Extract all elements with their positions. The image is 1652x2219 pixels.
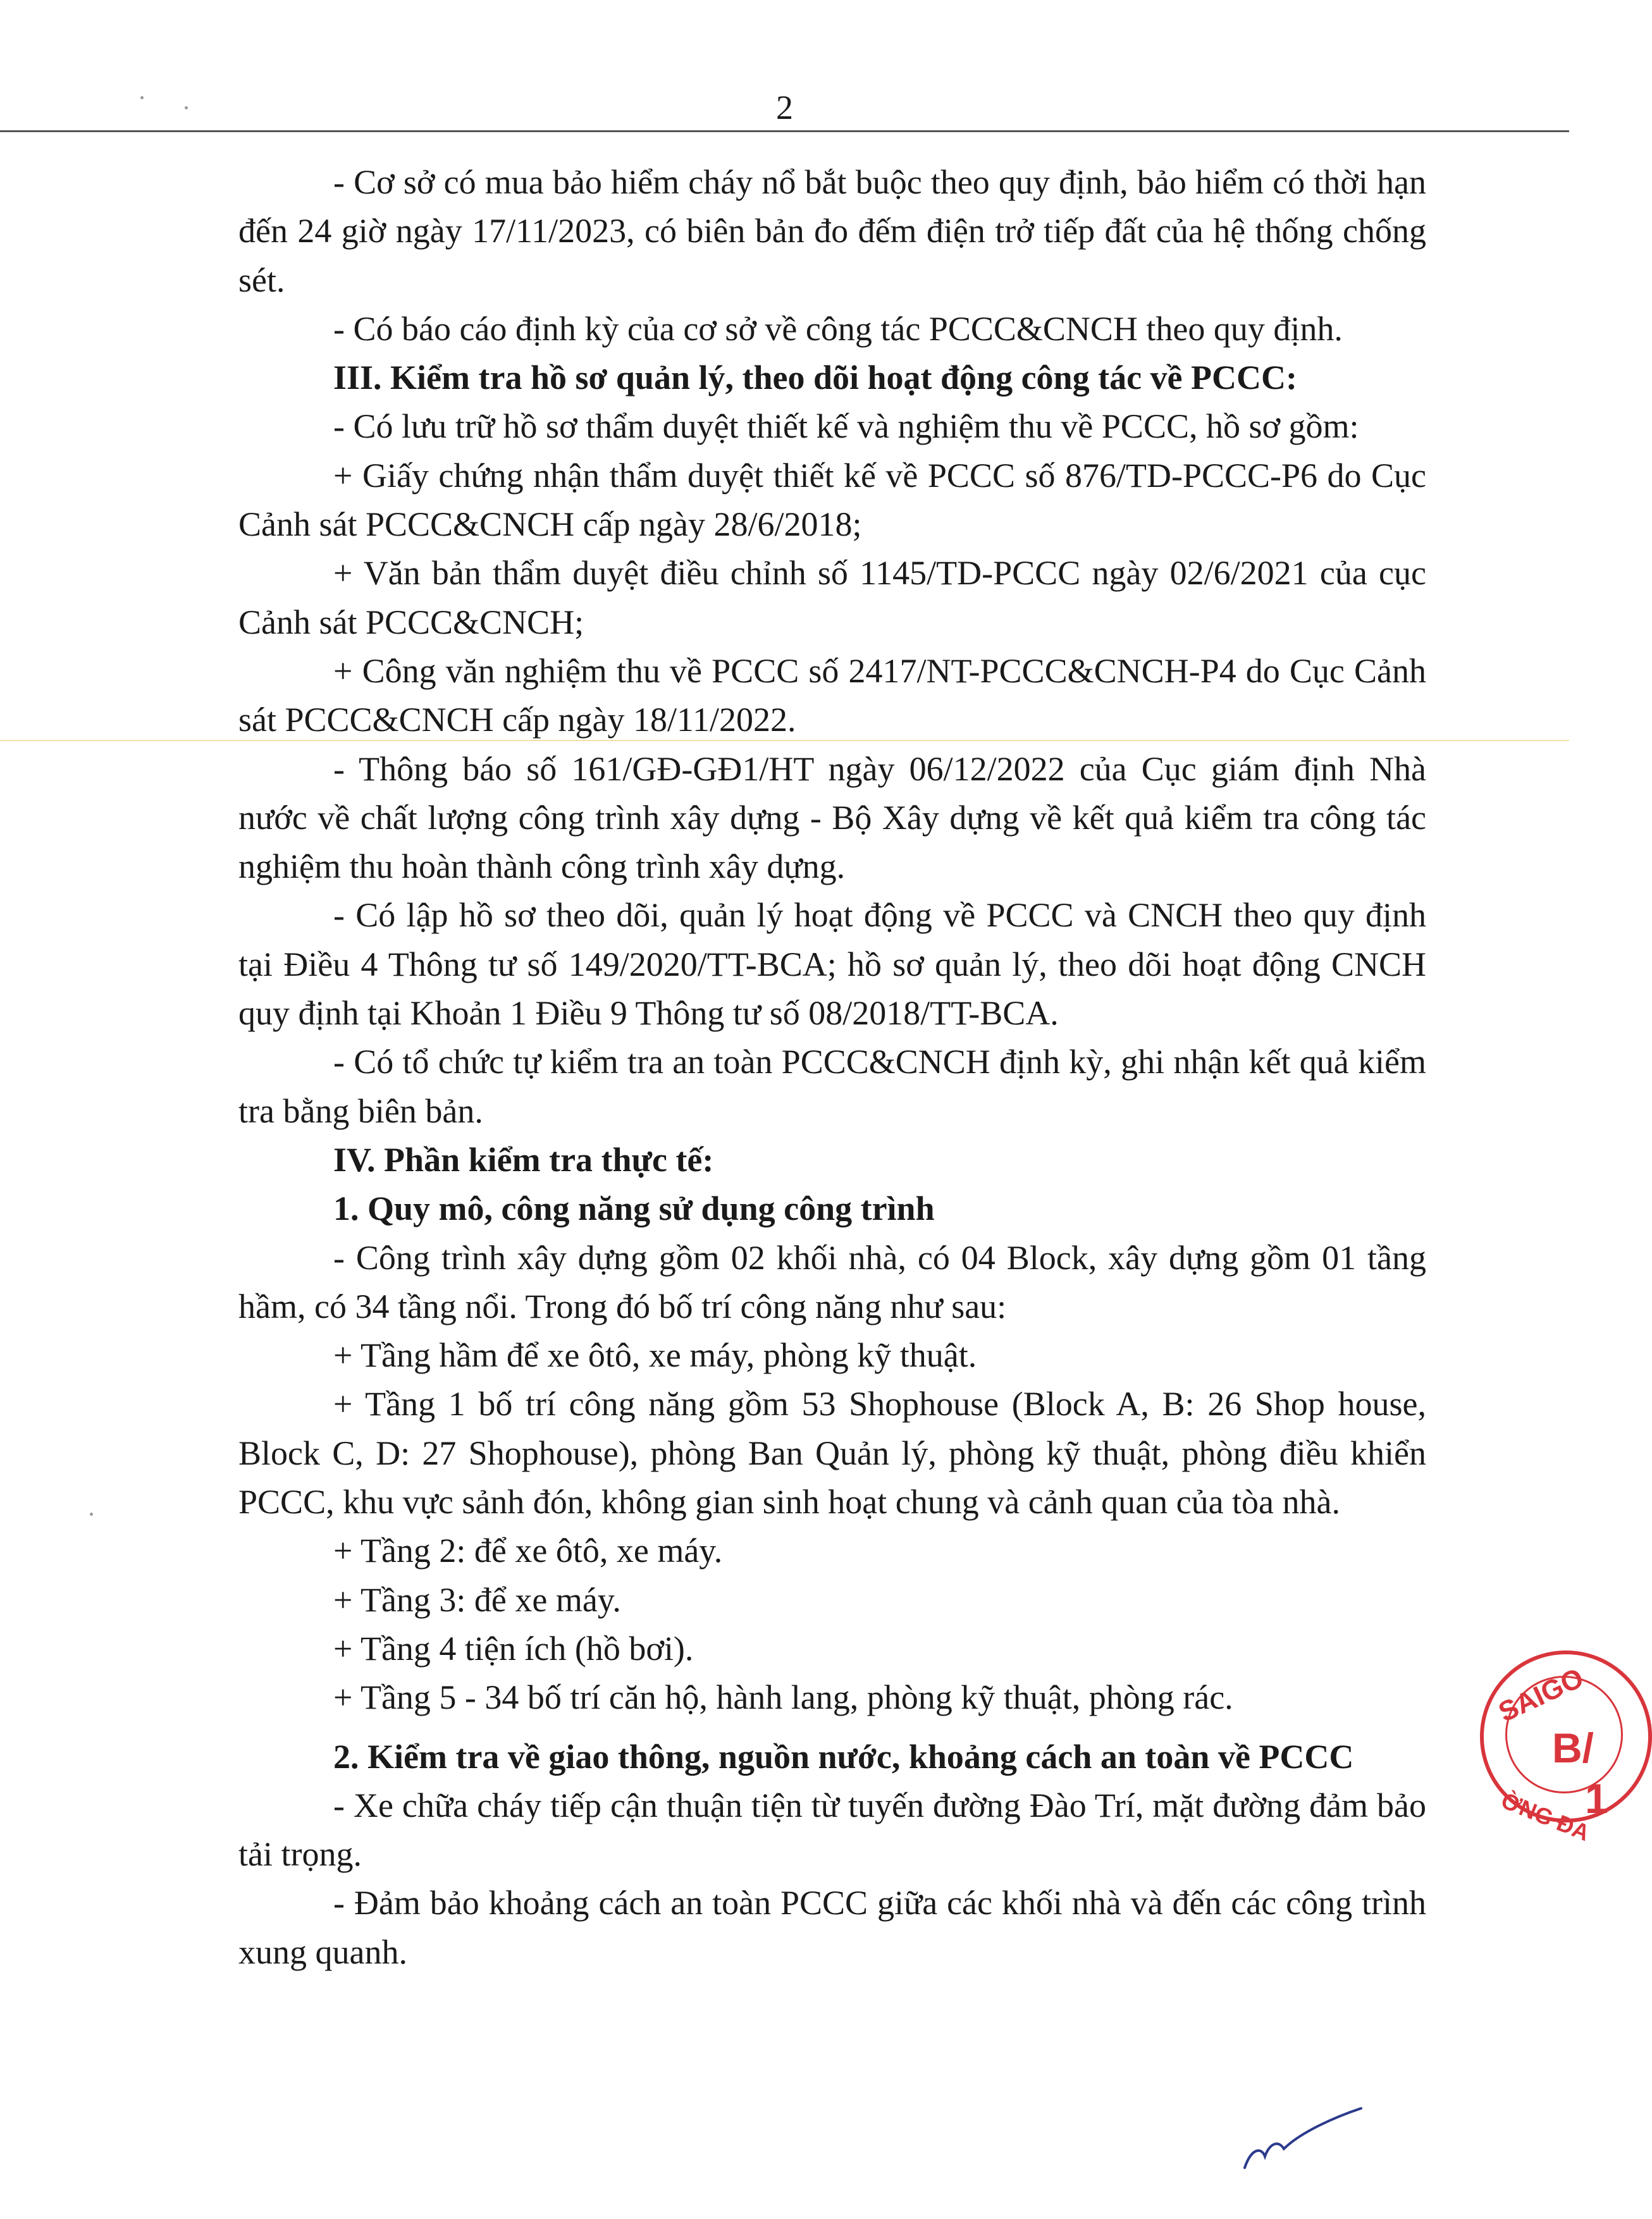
scan-speck [90,1513,93,1516]
signature-stroke [1245,2108,1361,2168]
subsection-heading: 2. Kiểm tra về giao thông, nguồn nước, khoảng cách an toàn về PCCC [333,1737,1354,1776]
paragraph: + Công văn nghiệm thu về PCCC số 2417/NT-PCCC&CNCH-P4 do Cục Cảnh sát PCCC&CNCH cấp ngày 18/11/2022. [238,651,1426,739]
paragraph: - Thông báo số 161/GĐ-GĐ1/HT ngày 06/12/2022 của Cục giám định Nhà nước về chất lượng công trình xây dựng - Bộ Xây dựng về kết quả kiểm tra công tác nghiệm thu hoàn thành công trình xây dựng. [238,749,1426,886]
paragraph: - Xe chữa cháy tiếp cận thuận tiện từ tuyến đường Đào Trí, mặt đường đảm bảo tải trọng. [238,1786,1426,1874]
red-seal-stamp [1480,1650,1652,1847]
stamp-top-text: SAIGO [1494,1662,1589,1728]
paragraph: + Tầng 2: để xe ôtô, xe máy. [333,1532,723,1570]
paragraph: + Tầng hầm để xe ôtô, xe máy, phòng kỹ thuật. [333,1336,977,1375]
scan-speck [185,106,188,109]
section-heading: III. Kiểm tra hồ sơ quản lý, theo dõi hoạt động công tác về PCCC: [333,359,1297,397]
paragraph: + Tầng 4 tiện ích (hồ bơi). [333,1629,694,1668]
subsection-heading: 1. Quy mô, công năng sử dụng công trình [333,1189,935,1228]
paragraph: - Cơ sở có mua bảo hiểm cháy nổ bắt buộc theo quy định, bảo hiểm có thời hạn đến 24 giờ ngày 17/11/2023, có biên bản đo đếm điện trở tiếp đất của hệ thống chống sét. [238,163,1426,299]
paragraph: - Có lập hồ sơ theo dõi, quản lý hoạt động về PCCC và CNCH theo quy định tại Điều 4 Thông tư số 149/2020/TT-BCA; hồ sơ quản lý, theo dõi hoạt động CNCH quy định tại Khoản 1 Điều 9 Thông tư số 08/2018/TT-BCA. [238,896,1426,1033]
paragraph: + Tầng 5 - 34 bố trí căn hộ, hành lang, phòng kỹ thuật, phòng rác. [333,1678,1233,1717]
header-rule [0,130,1569,132]
stamp-number: 1 [1585,1775,1608,1822]
paragraph: - Có tổ chức tự kiểm tra an toàn PCCC&CNCH định kỳ, ghi nhận kết quả kiểm tra bằng biên bản. [238,1043,1426,1130]
paragraph: + Văn bản thẩm duyệt điều chỉnh số 1145/TD-PCCC ngày 02/6/2021 của cục Cảnh sát PCCC&CNCH; [238,554,1426,641]
paragraph: - Công trình xây dựng gồm 02 khối nhà, có 04 Block, xây dựng gồm 01 tầng hầm, có 34 tầng nổi. Trong đó bố trí công năng như sau: [238,1238,1426,1325]
paragraph: - Có lưu trữ hồ sơ thẩm duyệt thiết kế và nghiệm thu về PCCC, hồ sơ gồm: [333,407,1359,446]
stamp-middle-text: B/ [1552,1724,1594,1771]
page-number: 2 [776,89,793,126]
paragraph: + Tầng 3: để xe máy. [333,1580,621,1619]
section-heading: IV. Phần kiểm tra thực tế: [333,1140,714,1179]
document-body [238,158,1426,1977]
signature-mark [1240,2099,1366,2175]
paragraph: - Có báo cáo định kỳ của cơ sở về công tác PCCC&CNCH theo quy định. [333,309,1343,348]
paragraph: - Đảm bảo khoảng cách an toàn PCCC giữa các khối nhà và đến các công trình xung quanh. [238,1884,1426,1971]
stamp-bottom-text: ỜNG ĐA [1497,1787,1594,1847]
paragraph: + Tầng 1 bố trí công năng gồm 53 Shophouse (Block A, B: 26 Shop house, Block C, D: 27 Shophouse), phòng Ban Quản lý, phòng kỹ thuật, phòng điều khiển PCCC, khu vực sảnh đón, không gian sinh hoạt chung và cảnh quan của tòa nhà. [238,1385,1426,1521]
scan-speck [140,96,144,99]
paragraph: + Giấy chứng nhận thẩm duyệt thiết kế về PCCC số 876/TD-PCCC-P6 do Cục Cảnh sát PCCC&CNCH cấp ngày 28/6/2018; [238,456,1426,544]
